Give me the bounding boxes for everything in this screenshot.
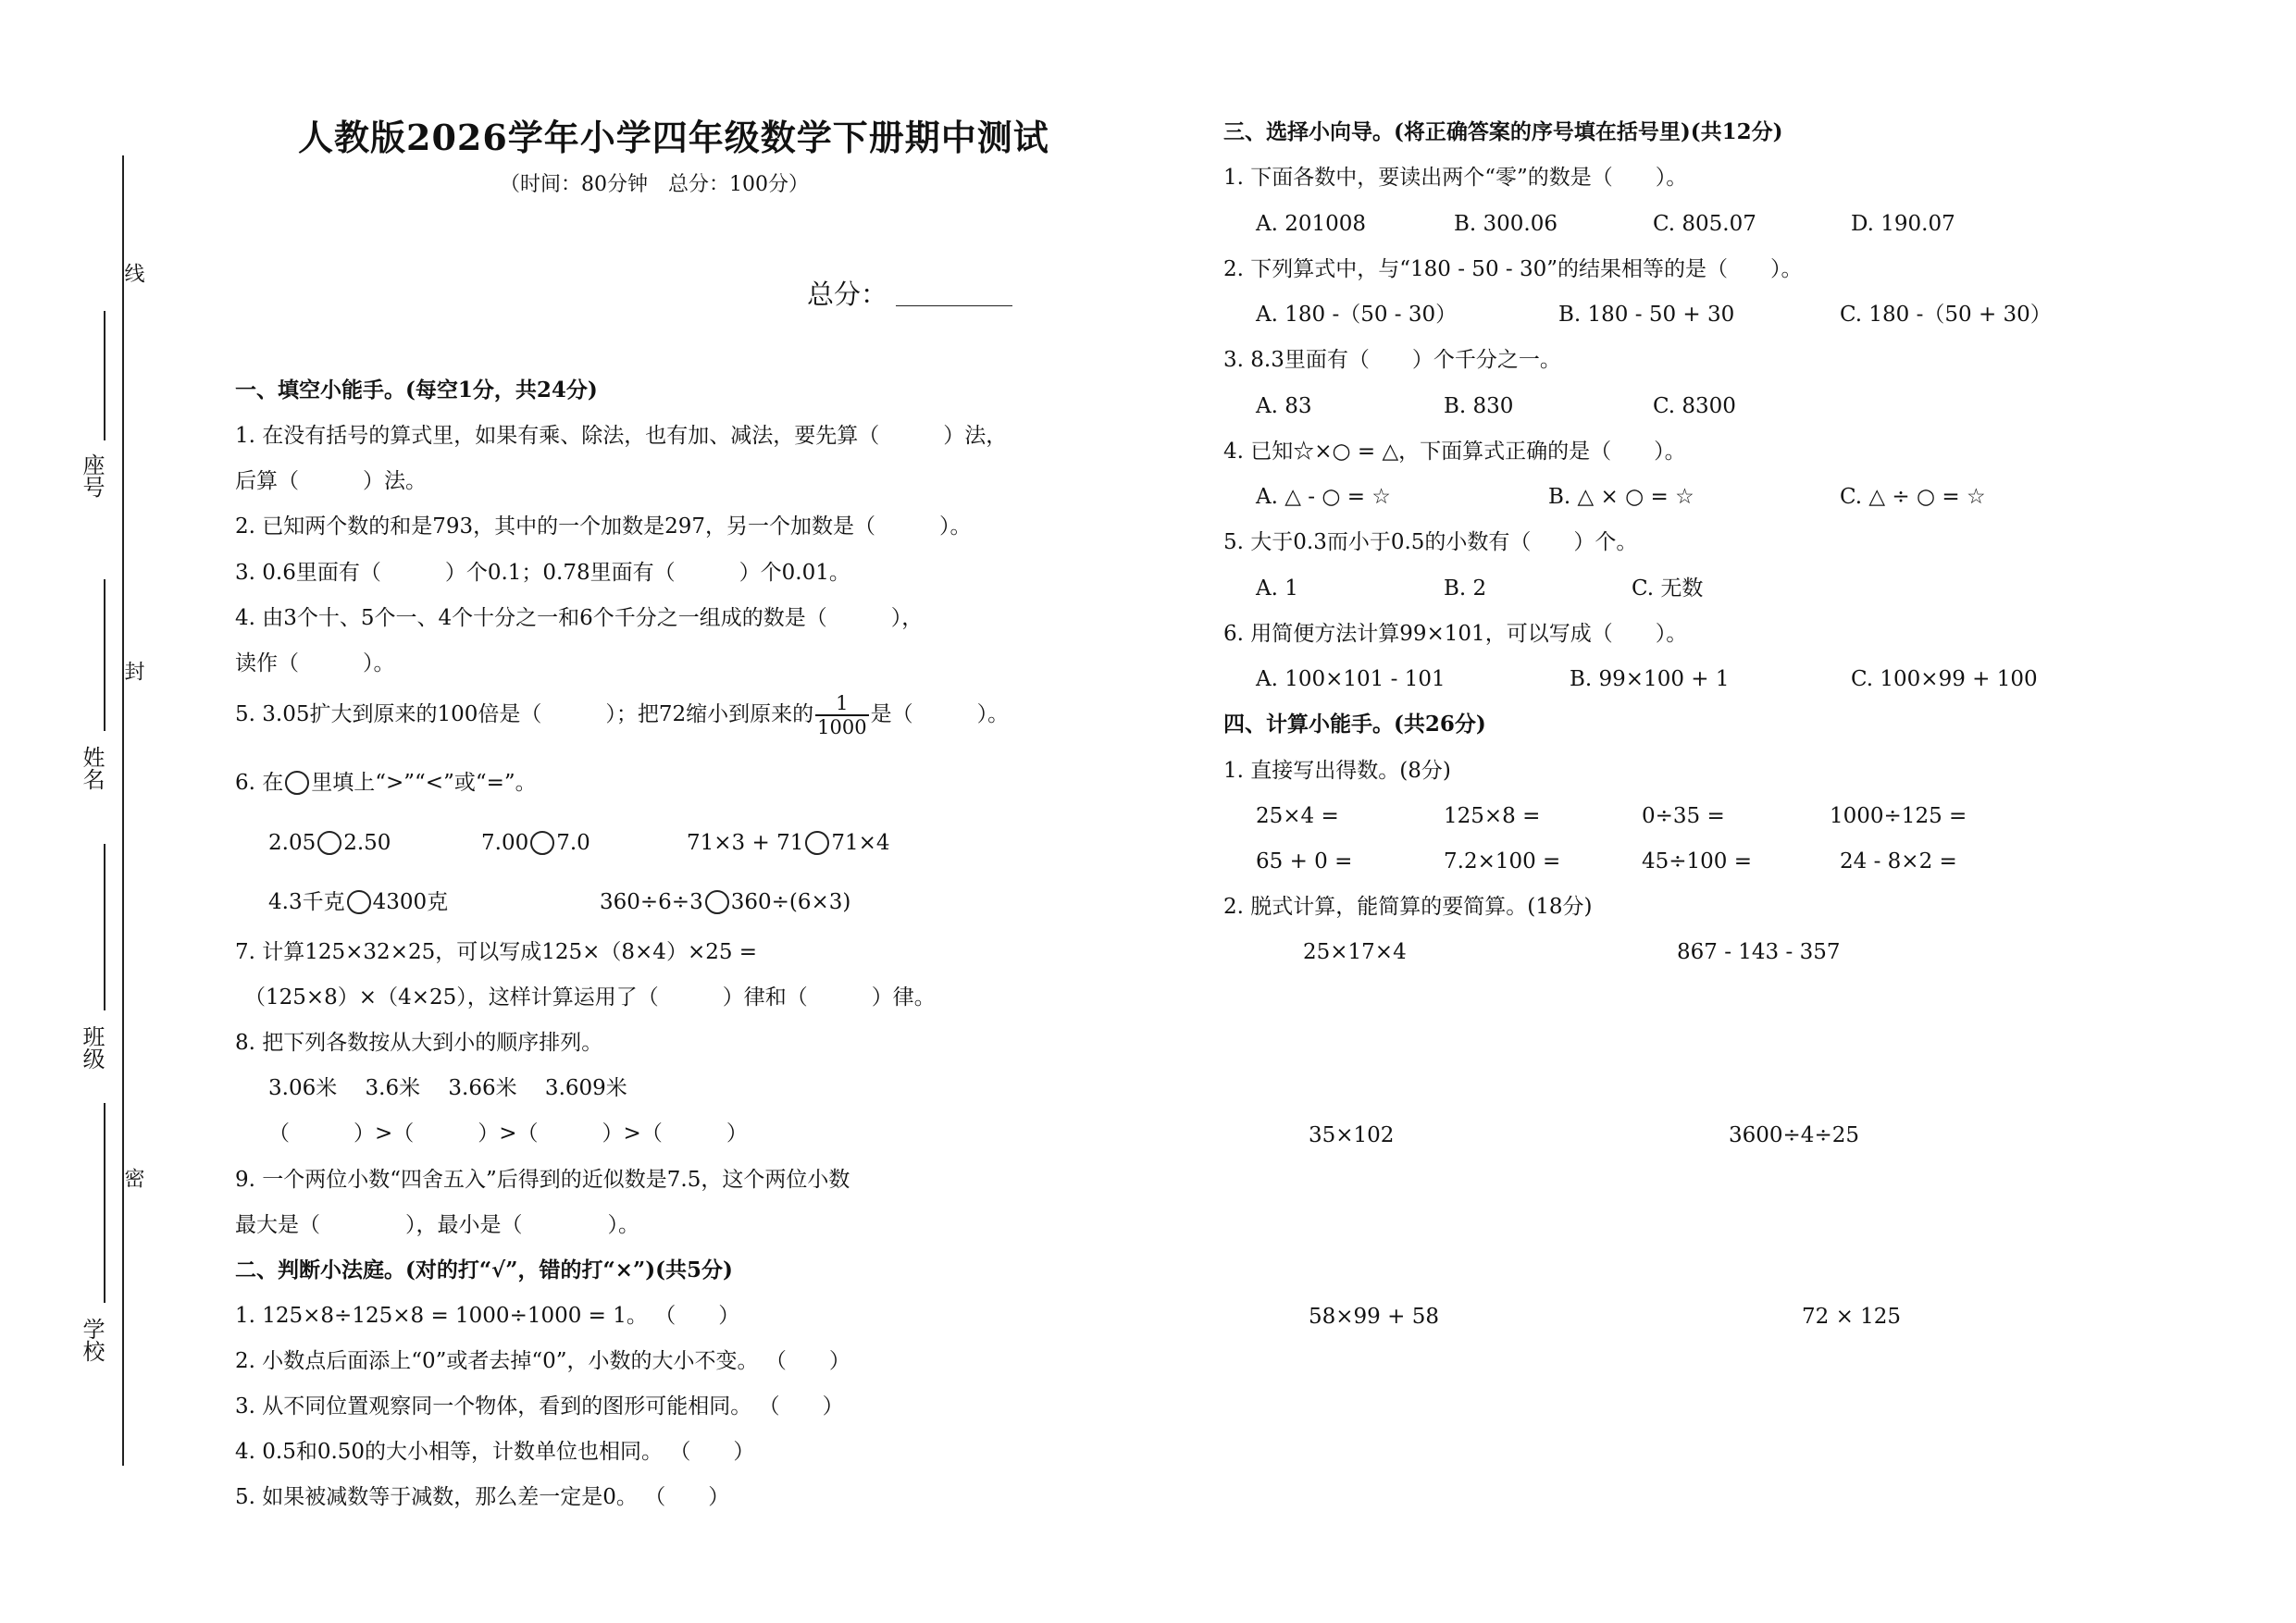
name-blank[interactable] [104,579,105,731]
q2-3: 3. 从不同位置观察同一个物体，看到的图形可能相同。 （ ） [235,1394,844,1419]
compare-left: 4.3千克 [268,890,345,914]
compare-left: 7.00 [481,831,529,855]
q1-1-line-a: 1. 在没有括号的算式里，如果有乘、除法，也有加、减法，要先算（ ）法， [235,424,1008,448]
compare-left: 2.05 [268,831,316,855]
q2-1: 1. 125×8÷125×8 = 1000÷1000 = 1。 （ ） [235,1304,740,1328]
class-label: 班级 [79,1025,105,1070]
q3-2-opt-a: A. 180 -（50 - 30） [1256,303,1458,327]
compare-item-4 [268,888,448,916]
compare-circle[interactable] [805,831,829,855]
q3-1-opt-d: D. 190.07 [1851,212,1955,236]
q3-2: 2. 下列算式中，与“180 - 50 - 30”的结果相等的是（ ）。 [1223,257,1803,281]
fraction-numerator: 1 [815,692,868,716]
total-score-label: 总分： [807,279,888,310]
oral-calc-3: 0÷35 = [1642,804,1725,828]
q4-2: 2. 脱式计算，能简算的要简算。(18分) [1223,895,1593,919]
q1-4-line-a: 4. 由3个十、5个一、4个十分之一和6个千分之一组成的数是（ ）， [235,606,924,630]
q3-1-opt-c: C. 805.07 [1653,212,1756,236]
q1-6-text-a: 6. 在 [235,771,284,795]
compare-item-5 [600,888,850,916]
q1-5-text-b: 是（ ）。 [870,702,1010,726]
q3-6: 6. 用简便方法计算99×101，可以写成（ ）。 [1223,622,1688,646]
q3-3: 3. 8.3里面有（ ）个千分之一。 [1223,348,1561,372]
class-blank[interactable] [104,844,105,1010]
binding-mark-feng: 封 [121,661,144,681]
q3-3-opt-a: A. 83 [1256,394,1312,418]
compare-right: 71×4 [831,831,890,855]
compare-right: 7.0 [556,831,590,855]
compare-circle[interactable] [347,890,371,914]
oral-calc-8: 24 - 8×2 = [1840,849,1957,873]
q1-6-text-b: 里填上“>”“<”或“=”。 [311,771,537,795]
q4-1: 1. 直接写出得数。(8分) [1223,759,1451,783]
q1-1-line-b: 后算（ ）法。 [235,469,427,493]
q2-2: 2. 小数点后面添上“0”或者去掉“0”，小数的大小不变。 （ ） [235,1349,850,1373]
q3-5-opt-c: C. 无数 [1632,576,1704,601]
q1-8-numbers: 3.06米 3.6米 3.66米 3.609米 [268,1076,627,1100]
fraction [815,692,868,738]
q3-3-opt-c: C. 8300 [1653,394,1736,418]
q2-4: 4. 0.5和0.50的大小相等，计数单位也相同。 （ ） [235,1440,755,1464]
q3-5-opt-a: A. 1 [1256,576,1298,601]
q3-5: 5. 大于0.3而小于0.5的小数有（ ）个。 [1223,530,1638,554]
oral-calc-6: 7.2×100 = [1444,849,1561,873]
binding-line [122,155,124,1466]
oral-calc-1: 25×4 = [1256,804,1339,828]
q3-4-opt-a: A. △ - ○ = ☆ [1256,485,1391,509]
step-calc-4: 3600÷4÷25 [1729,1123,1859,1147]
q1-5 [235,692,1009,738]
q3-4-opt-c: C. △ ÷ ○ = ☆ [1840,485,1986,509]
step-calc-6: 72 × 125 [1802,1305,1902,1329]
q1-7-line-a: 7. 计算125×32×25，可以写成125×（8×4）×25 = [235,940,758,964]
total-score-blank[interactable] [896,305,1012,306]
compare-right: 360÷(6×3) [730,890,851,914]
oral-calc-2: 125×8 = [1444,804,1541,828]
q3-6-opt-c: C. 100×99 + 100 [1851,667,2038,691]
page-title: 人教版2026学年小学四年级数学下册期中测试 [298,117,1049,158]
oral-calc-5: 65 + 0 = [1256,849,1353,873]
q3-4: 4. 已知☆×○ = △，下面算式正确的是（ ）。 [1223,440,1686,464]
binding-mark-mi: 密 [121,1168,144,1188]
q3-5-opt-b: B. 2 [1444,576,1487,601]
q1-2: 2. 已知两个数的和是793，其中的一个加数是297，另一个加数是（ ）。 [235,514,972,539]
q3-1-opt-b: B. 300.06 [1454,212,1558,236]
q3-6-opt-a: A. 100×101 - 101 [1256,667,1446,691]
q1-9-line-b: 最大是（ ），最小是（ ）。 [235,1213,639,1237]
circle-icon [285,771,309,795]
q3-1-opt-a: A. 201008 [1256,212,1367,236]
q1-4-line-b: 读作（ ）。 [235,651,395,675]
seat-label: 座号 [79,453,105,498]
q3-2-opt-b: B. 180 - 50 + 30 [1558,303,1735,327]
step-calc-5: 58×99 + 58 [1309,1305,1439,1329]
q1-3: 3. 0.6里面有（ ）个0.1；0.78里面有（ ）个0.01。 [235,561,850,585]
oral-calc-4: 1000÷125 = [1830,804,1967,828]
q1-7-line-b: （125×8）×（4×25），这样计算运用了（ ）律和（ ）律。 [244,985,936,1010]
q1-5-text-a: 5. 3.05扩大到原来的100倍是（ ）；把72缩小到原来的 [235,702,814,726]
step-calc-1: 25×17×4 [1303,940,1407,964]
seat-blank[interactable] [104,311,105,440]
oral-calc-7: 45÷100 = [1642,849,1753,873]
compare-circle[interactable] [317,831,341,855]
compare-item-2 [481,829,590,857]
q1-8: 8. 把下列各数按从大到小的顺序排列。 [235,1031,603,1055]
binding-mark-xian: 线 [121,263,144,283]
q3-4-opt-b: B. △ × ○ = ☆ [1548,485,1694,509]
q1-6 [235,769,537,797]
school-blank[interactable] [104,1103,105,1303]
name-label: 姓名 [79,746,105,790]
q1-9-line-a: 9. 一个两位小数“四舍五入”后得到的近似数是7.5，这个两位小数 [235,1168,850,1192]
exam-info: （时间：80分钟 总分：100分） [500,173,809,196]
q1-8-order: （ ）>（ ）>（ ）>（ ） [268,1121,748,1146]
compare-left: 360÷6÷3 [600,890,703,914]
compare-right: 4300克 [372,890,449,914]
section-4-heading: 四、计算小能手。(共26分) [1223,712,1486,737]
compare-item-1 [268,829,391,857]
compare-circle[interactable] [530,831,554,855]
section-1-heading: 一、填空小能手。(每空1分，共24分) [235,378,598,403]
q3-1: 1. 下面各数中，要读出两个“零”的数是（ ）。 [1223,166,1688,190]
compare-right: 2.50 [343,831,391,855]
section-2-heading: 二、判断小法庭。(对的打“√”，错的打“×”)(共5分) [235,1258,733,1282]
q2-5: 5. 如果被减数等于减数，那么差一定是0。 （ ） [235,1485,730,1509]
step-calc-2: 867 - 143 - 357 [1677,940,1841,964]
compare-item-3 [687,829,890,857]
step-calc-3: 35×102 [1309,1123,1395,1147]
q3-2-opt-c: C. 180 -（50 + 30） [1840,303,2052,327]
fraction-denominator: 1000 [817,716,867,738]
section-3-heading: 三、选择小向导。(将正确答案的序号填在括号里)(共12分) [1223,119,1783,144]
compare-left: 71×3 + 71 [687,831,804,855]
compare-circle[interactable] [705,890,729,914]
q3-3-opt-b: B. 830 [1444,394,1514,418]
q3-6-opt-b: B. 99×100 + 1 [1570,667,1730,691]
school-label: 学校 [79,1318,105,1362]
